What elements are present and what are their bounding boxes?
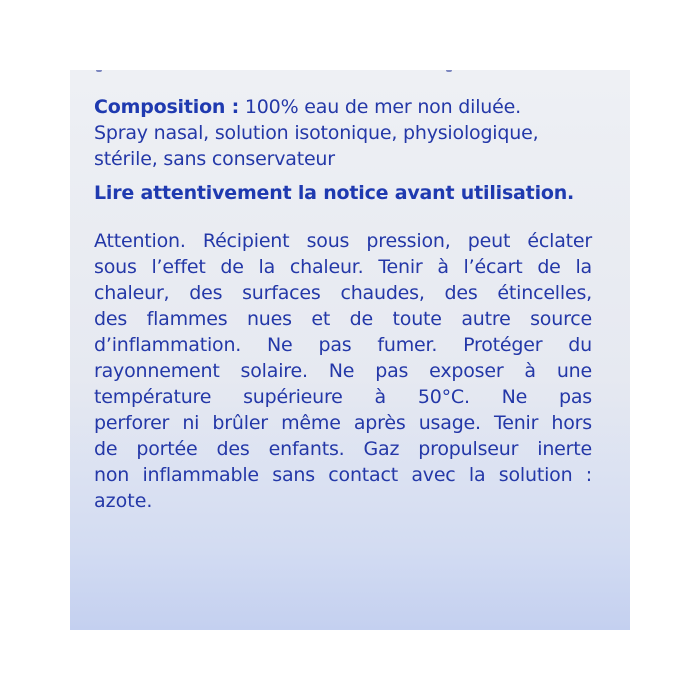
composition-line-2: Spray nasal, solution isotonique, physiologique, xyxy=(94,122,539,144)
top-edge-marks xyxy=(70,70,630,74)
warning-line: de portée des enfants. Gaz propulseur inerte xyxy=(94,438,592,460)
warning-line: Attention. Récipient sous pression, peut éclater xyxy=(94,230,592,252)
warning-line: température supérieure à 50°C. Ne pas xyxy=(94,386,592,408)
composition-label: Composition : xyxy=(94,96,240,118)
warning-line: perforer ni brûler même après usage. Tenir hors xyxy=(94,412,592,434)
warning-line: chaleur, des surfaces chaudes, des étincelles, xyxy=(94,282,592,304)
product-label xyxy=(70,70,630,630)
composition-value: 100% eau de mer non diluée. xyxy=(239,96,521,118)
warning-line: rayonnement solaire. Ne pas exposer à une xyxy=(94,360,592,382)
warning-line: des flammes nues et de toute autre source xyxy=(94,308,592,330)
warning-line: non inflammable sans contact avec la solution : xyxy=(94,464,592,486)
composition-line xyxy=(94,94,614,120)
label-content xyxy=(94,94,614,514)
warning-line: azote. xyxy=(94,490,153,512)
warning-text xyxy=(94,228,614,514)
warning-line: sous l’effet de la chaleur. Tenir à l’écart de la xyxy=(94,256,592,278)
edge-mark xyxy=(446,70,452,72)
notice-warning: Lire attentivement la notice avant utilisation. xyxy=(94,182,575,204)
warning-line: d’inflammation. Ne pas fumer. Protéger du xyxy=(94,334,592,356)
composition-line-3: stérile, sans conservateur xyxy=(94,148,335,170)
edge-mark xyxy=(96,70,102,72)
